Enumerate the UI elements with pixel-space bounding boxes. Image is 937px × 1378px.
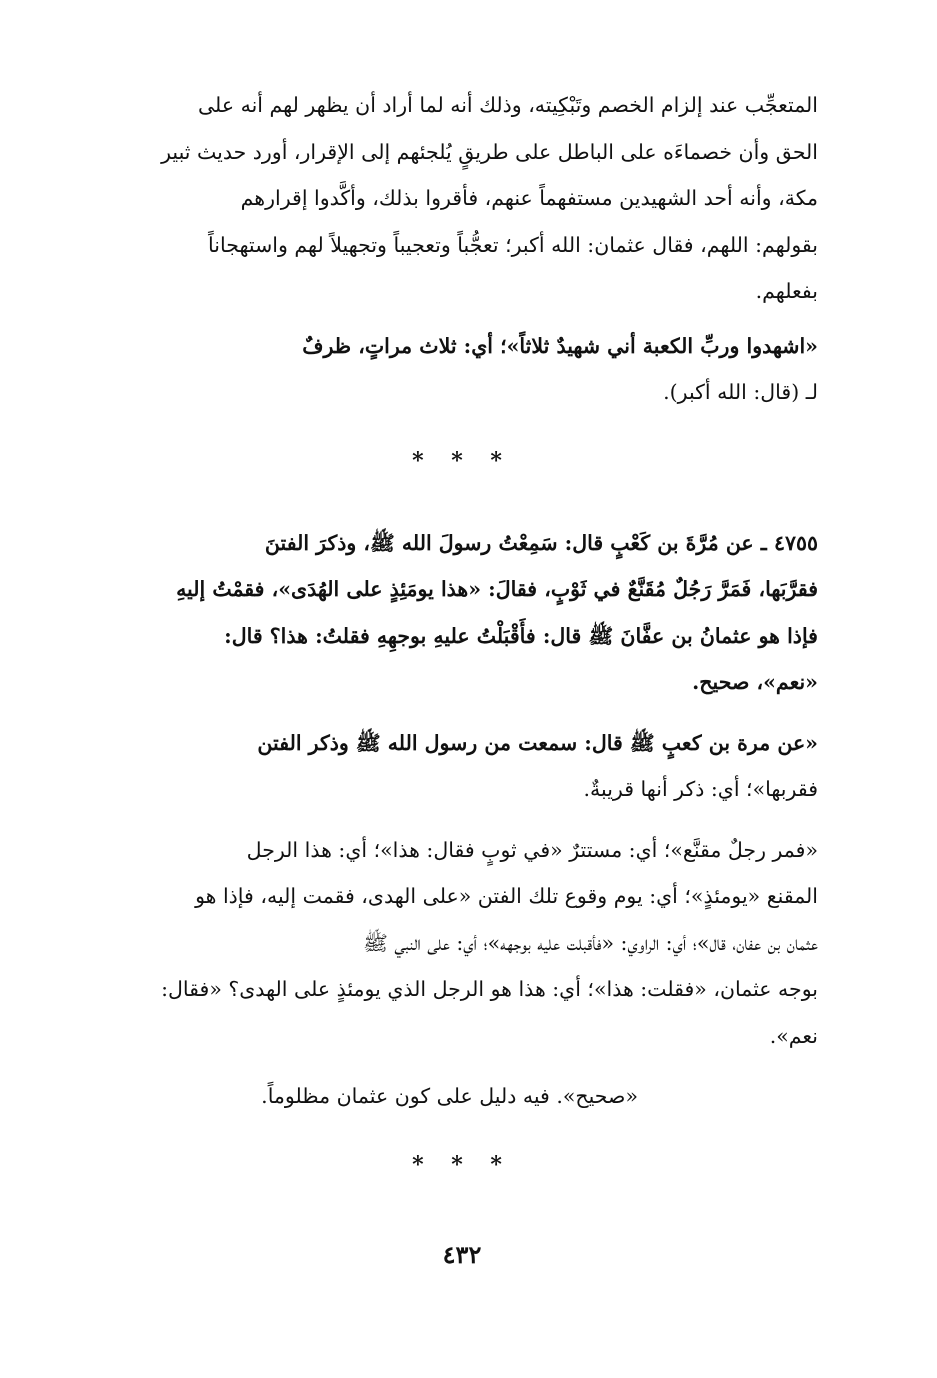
commentary-paragraph-2	[106, 827, 818, 1060]
commentary-paragraph-3	[106, 1073, 818, 1120]
section-separator: * * *	[412, 447, 512, 474]
text-line: فقربها»؛ أي: ذكر أنها قريبةٌ.	[583, 777, 818, 801]
text-line: ٤٧٥٥ ـ عن مُرَّةَ بن كَعْبٍ قال: سَمِعْتُ رسولَ الله ﷺ، وذكرَ الفتنَ	[264, 530, 818, 555]
section-separator: * * *	[412, 1151, 512, 1178]
text-line: بقولهم: اللهم، فقال عثمان: الله أكبر؛ تعجُّباً وتعجيباً وتجهيلاً لهم واستهجاناً	[208, 232, 818, 257]
text-line: فقرَّبَها، فَمَرَّ رَجُلٌ مُقَنَّعٌ في ثَوْبٍ، فقالَ: «هذا يومَئِذٍ على الهُدَى»، فقمْتُ إليهِ	[176, 577, 818, 601]
text-line: نعم».	[769, 1023, 818, 1048]
text-line: فإذا هو عثمانُ بن عفَّانَ ﷺ قال: فأَقْبَلْتُ عليهِ بوجهِهِ فقلتُ: هذا؟ قال:	[224, 623, 818, 648]
text-line: «نعم»، صحيح.	[692, 670, 818, 694]
text-line: عثمان بن عفان، قال»؛ أي: الراوي: «فأقبلت عليه بوجهه»؛ أي: على النبي ﷺ	[363, 930, 818, 955]
text-line: المتعجِّب عند إلزام الخصم وتَبْكِيته، وذلك أنه لما أراد أن يظهر لهم أنه على	[197, 93, 818, 117]
hadith-text	[106, 520, 818, 706]
text-line: الحق وأن خصماءَه على الباطل على طريقٍ يُلجئهم إلى الإقرار، أورد حديث ثبير	[161, 139, 818, 164]
text-line: «اشهدوا وربِّ الكعبة أني شهيدٌ ثلاثاً»؛ أي: ثلاث مراتٍ، ظرفٌ	[302, 333, 818, 358]
paragraph-1	[106, 82, 818, 315]
text-line: «عن مرة بن كعبٍ ﷺ قال: سمعت من رسول الله ﷺ وذكر الفتن	[257, 730, 818, 755]
text-line: بوجه عثمان، «فقلت: هذا»؛ أي: هذا هو الرجل الذي يومئذٍ على الهدى؟ «فقال:	[161, 977, 818, 1001]
text-line: مكة، وأنه أحد الشهيدين مستفهماً عنهم، فأقروا بذلك، وأكَّدوا إقرارهم	[240, 186, 818, 210]
page-content	[106, 82, 818, 1270]
text-line: «فمر رجلٌ مقنَّع»؛ أي: مستترٌ «في ثوبٍ فقال: هذا»؛ أي: هذا الرجل	[246, 837, 818, 862]
commentary-paragraph-1	[106, 720, 818, 813]
text-line: لـ (قال: الله أكبر).	[663, 380, 818, 404]
paragraph-2	[106, 323, 818, 416]
page-number: ٤٣٢	[442, 1239, 482, 1269]
text-line: «صحيح». فيه دليل على كون عثمان مظلوماً.	[261, 1084, 638, 1108]
text-line: بفعلهم.	[755, 279, 818, 303]
text-line: المقنع «يومئذٍ»؛ أي: يوم وقوع تلك الفتن «على الهدى، فقمت إليه، فإذا هو	[195, 884, 818, 908]
